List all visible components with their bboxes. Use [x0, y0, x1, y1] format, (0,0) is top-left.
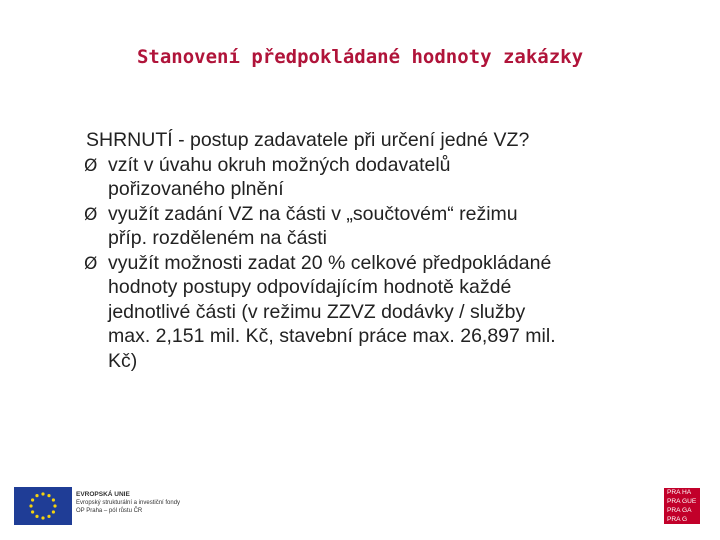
- slide-title: Stanovení předpokládané hodnoty zakázky: [136, 46, 584, 68]
- bullet-item-2: [78, 202, 668, 251]
- bullet-3-line-3: jednotlivé části (v režimu ZZVZ dodávky / služby: [108, 300, 526, 323]
- summary-heading: SHRNUTÍ - postup zadavatele při určení jedné VZ?: [86, 129, 530, 151]
- eu-text: [76, 491, 180, 515]
- logo-line-1: PRA HA: [667, 489, 692, 496]
- bullet-2-line-1: využít zadání VZ na části v „součtovém“ režimu: [108, 202, 518, 225]
- praha-logo: [664, 488, 700, 524]
- eu-line-3: OP Praha – pól růstu ČR: [76, 508, 143, 514]
- logo-line-2: PRA GUE: [667, 498, 697, 505]
- logo-line-3: PRA GA: [667, 507, 692, 514]
- bullet-item-3: [78, 251, 668, 374]
- bullet-list: [78, 153, 668, 374]
- eu-flag-icon: [14, 487, 72, 525]
- arrow-bullet-icon: Ø: [84, 204, 98, 225]
- slide-content: [78, 128, 668, 373]
- bullet-3-line-5: Kč): [108, 349, 138, 372]
- arrow-bullet-icon: Ø: [84, 155, 98, 176]
- bullet-3-line-2: hodnoty postupy odpovídajícím hodnotě každé: [108, 276, 512, 298]
- bullet-1-line-1: vzít v úvahu okruh možných dodavatelů: [108, 153, 451, 176]
- eu-footer: [14, 487, 264, 527]
- bullet-1-line-2: pořizovaného plnění: [108, 178, 284, 200]
- eu-line-2: Evropský strukturální a investiční fondy: [76, 500, 181, 506]
- bullet-2-line-2: příp. rozděleném na části: [108, 227, 327, 249]
- arrow-bullet-icon: Ø: [84, 253, 98, 274]
- eu-line-1: EVROPSKÁ UNIE: [76, 491, 130, 498]
- bullet-3-line-1: využít možnosti zadat 20 % celkové předpokládané: [108, 251, 552, 274]
- bullet-item-1: [78, 153, 668, 202]
- bullet-3-line-4: max. 2,151 mil. Kč, stavební práce max. 26,897 mil.: [108, 325, 556, 347]
- logo-line-4: PRA G: [667, 516, 688, 523]
